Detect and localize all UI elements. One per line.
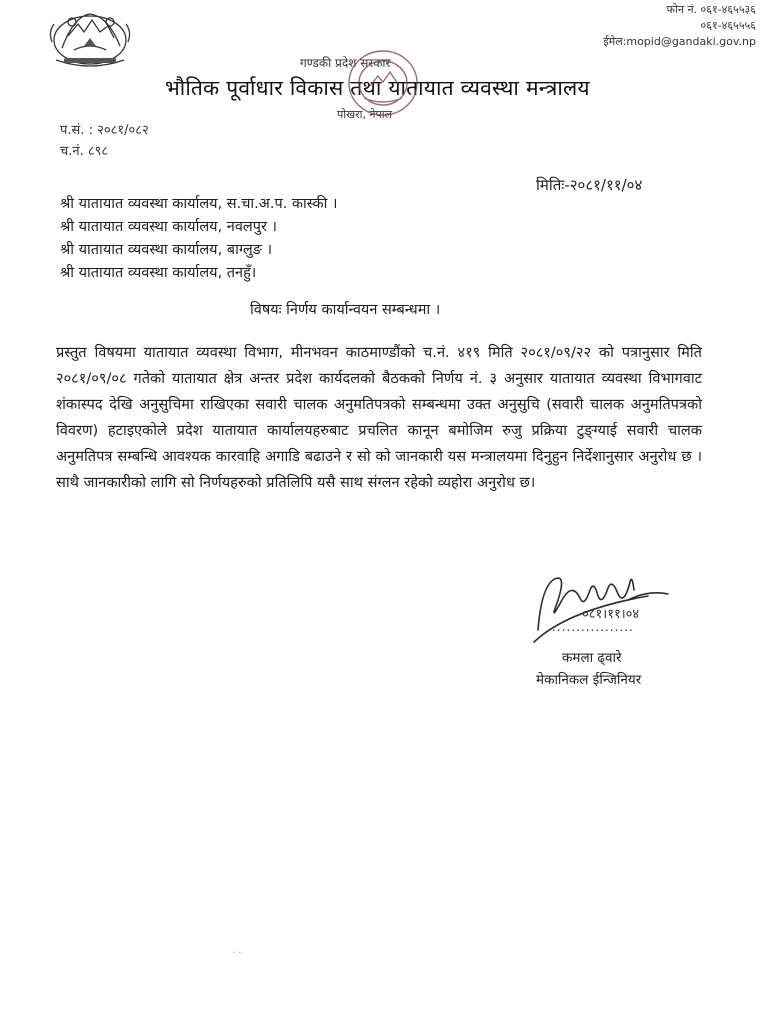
government-name: गण्डकी प्रदेश सरकार — [300, 56, 391, 70]
recipients-list — [60, 193, 337, 285]
letter-date: मितिः-२०८१/११/०४ — [536, 176, 643, 194]
recipient-item: श्री यातायात व्यवस्था कार्यालय, बाग्लुङ । — [60, 242, 273, 258]
signer-title: मेकानिकल ईन्जिनियर — [536, 672, 642, 688]
contact-block — [603, 2, 756, 50]
scan-speck: · · — [232, 948, 242, 959]
patra-sankhya: प.सं. : २०८१/०८२ — [60, 123, 149, 138]
phone-1: फोन नं. ०६१-४६५५३६ — [666, 3, 756, 16]
city-name: पोखरा, नेपाल — [337, 108, 393, 121]
office-seal-stamp-icon — [344, 46, 422, 120]
subject-line: विषयः निर्णय कार्यान्वयन सम्बन्धमा । — [250, 302, 441, 318]
signature-date: ०८१।११।०४ — [582, 607, 640, 622]
handwritten-signature — [528, 560, 678, 650]
recipient-item: श्री यातायात व्यवस्था कार्यालय, तनहुँ। — [60, 265, 257, 281]
chalani-number: च.नं. ८९८ — [60, 144, 109, 159]
phone-2: ०६१-४६५५५६ — [700, 19, 756, 32]
ministry-name: भौतिक पूर्वाधार विकास तथा यातायात व्यवस्था मन्त्रालय — [165, 76, 590, 100]
signature-dots: ................. — [552, 620, 634, 634]
signer-name: कमला ढ्वारे — [562, 650, 622, 666]
email: ईमेल:mopid@gandaki.gov.np — [603, 35, 756, 48]
letter-body: प्रस्तुत विषयमा यातायात व्यवस्था विभाग, मीनभवन काठमाण्डौंको च.नं. ४१९ मिति २०८१/०९/२२ को पत्रानुसार मिति २०८१/०९/०८ गतेको यातायात क्षेत्र अन्तर प्रदेश कार्यदलको बैठकको निर्णय नं. ३ अनुसार यातायात व्यवस्था विभागवाट शंकास्पद देखि अनुसुचिमा राखिएका सवारी चालक अनुमतिपत्रको सम्बन्धमा उक्त अनुसुचि (सवारी चालक अनुमतिपत्रको विवरण) हटाइएकोले प्रदेश यातायात कार्यालयहरुबाट प्रचलित कानून बमोजिम रुजु प्रक्रिया टुङ्ग्याई सवारी चालक अनुमतिपत्र सम्बन्धि आवश्यक कारवाहि अगाडि बढाउने र सो को जानकारी यस मन्त्रालयमा दिनुहुन निर्देशानुसार अनुरोध छ । साथै जानकारीको लागि सो निर्णयहरुको प्रतिलिपि यसै साथ संग्लन रहेको व्यहोरा अनुरोध छ। — [56, 344, 702, 491]
reference-block — [60, 120, 149, 162]
recipient-item: श्री यातायात व्यवस्था कार्यालय, नवलपुर । — [60, 219, 277, 235]
government-emblem-icon — [44, 2, 136, 74]
recipient-item: श्री यातायात व्यवस्था कार्यालय, स.चा.अ.प. कास्की । — [60, 196, 338, 212]
